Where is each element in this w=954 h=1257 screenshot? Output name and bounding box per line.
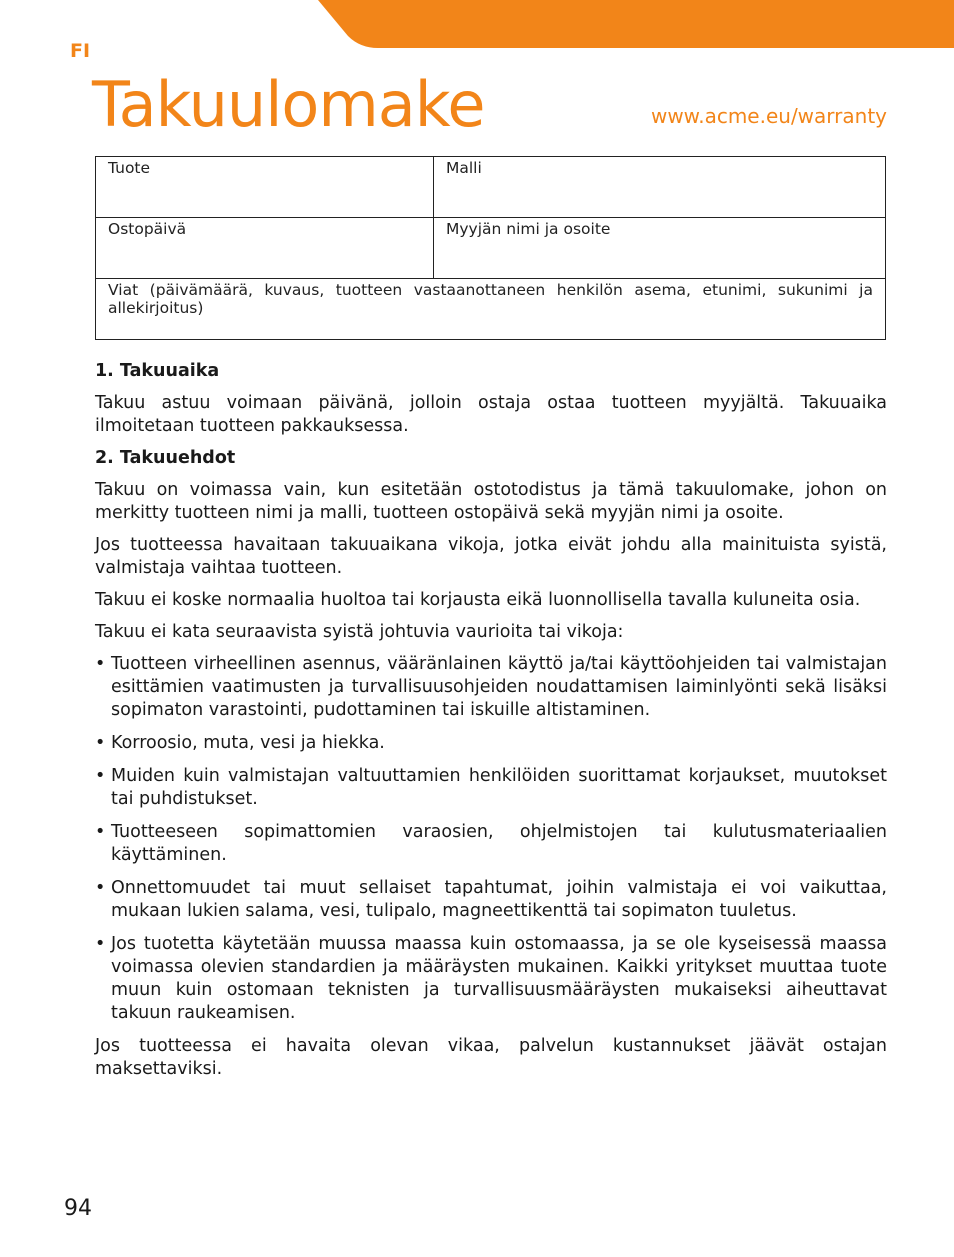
product-field[interactable]: Tuote [96,157,434,218]
page-title: Takuulomake [92,68,485,141]
list-item: • Jos tuotetta käytetään muussa maassa kuin ostomaassa, ja se ole kyseisessä maassa voimassa olevien standardien ja määräysten mukainen. Kaikki yritykset muuttaa tuote muun kuin ostomaan teknisten ja turvallisuusmääräysten mukaiseksi aiheuttavat takuun raukeamisen. [95,934,887,1023]
header-accent-tab [0,0,954,50]
bullet-icon: • [95,654,106,674]
bullet-icon: • [95,934,106,954]
seller-field[interactable]: Myyjän nimi ja osoite [434,218,886,279]
warranty-terms [95,360,887,1090]
section-heading-warranty-period: 1. Takuuaika [95,361,220,381]
list-item: • Korroosio, muta, vesi ja hiekka. [95,733,385,753]
list-item: • Tuotteeseen sopimattomien varaosien, ohjelmistojen tai kulutusmateriaalien käyttäminen. [95,822,887,865]
list-item: • Tuotteen virheellinen asennus, vääränlainen käyttö ja/tai käyttöohjeiden tai valmistajan esittämien vaatimusten ja turvallisuusohjeiden noudattamisen laiminlyönti sekä lisäksi sopimaton varastointi, pudottaminen tai iskuille altistaminen. [95,654,887,720]
bullet-icon: • [95,822,106,842]
language-code: FI [70,40,91,62]
paragraph: Takuu on voimassa vain, kun esitetään ostotodistus ja tämä takuulomake, johon on merkitty tuotteen nimi ja malli, tuotteen ostopäivä sekä myyjän nimi ja osoite. [95,480,887,523]
paragraph: Jos tuotteessa havaitaan takuuaikana vikoja, jotka eivät johdu alla mainituista syistä, valmistaja vaihtaa tuotteen. [95,535,887,578]
page-number: 94 [64,1196,92,1221]
bullet-icon: • [95,733,106,753]
bullet-icon: • [95,766,106,786]
purchase-date-field[interactable]: Ostopäivä [96,218,434,279]
warranty-form-table [95,156,886,340]
model-field[interactable]: Malli [434,157,886,218]
paragraph: Takuu astuu voimaan päivänä, jolloin ostaja ostaa tuotteen myyjältä. Takuuaika ilmoitetaan tuotteen pakkauksessa. [95,393,887,436]
warranty-url-link[interactable]: www.acme.eu/warranty [650,104,887,128]
paragraph: Takuu ei kata seuraavista syistä johtuvia vaurioita tai vikoja: [95,622,624,642]
defects-field[interactable]: Viat (päivämäärä, kuvaus, tuotteen vastaanottaneen henkilön asema, etunimi, sukunimi ja allekirjoitus) [96,279,886,340]
section-heading-warranty-conditions: 2. Takuuehdot [95,448,236,468]
list-item: • Muiden kuin valmistajan valtuuttamien henkilöiden suorittamat korjaukset, muutokset tai puhdistukset. [95,766,887,809]
closing-paragraph: Jos tuotteessa ei havaita olevan vikaa, palvelun kustannukset jäävät ostajan maksettaviksi. [95,1036,887,1079]
exclusions-list [95,653,887,1025]
paragraph: Takuu ei koske normaalia huoltoa tai korjausta eikä luonnollisella tavalla kuluneita osia. [95,590,861,610]
bullet-icon: • [95,878,106,898]
list-item: • Onnettomuudet tai muut sellaiset tapahtumat, joihin valmistaja ei voi vaikuttaa, mukaan lukien salama, vesi, tulipalo, magneettikenttä tai sopimaton tuuletus. [95,878,887,921]
